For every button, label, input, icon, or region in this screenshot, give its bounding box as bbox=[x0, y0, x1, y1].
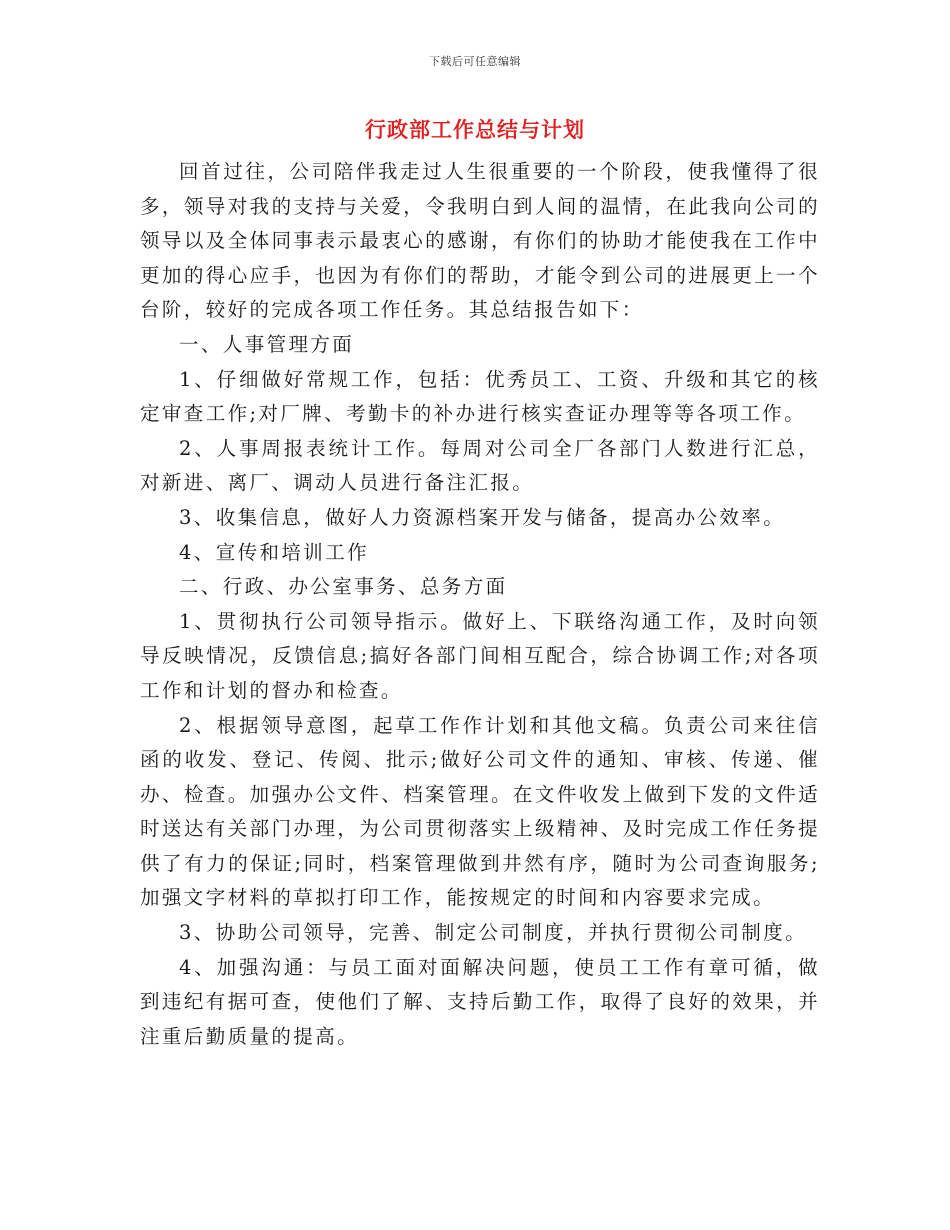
personnel-item-3: 3、收集信息，做好人力资源档案开发与储备，提高办公效率。 bbox=[179, 505, 786, 529]
admin-item-2: 2、根据领导意图，起草工作作计划和其他文稿。负责公司来往信函的收发、登记、传阅、批示;做好公司文件的通知、审核、传递、催办、检查。加强办公文件、档案管理。在文件收发上做到下发的文件适时送达有关部门办理，为公司贯彻落实上级精神、及时完成工作任务提供了有力的保证;同时，档案管理做到井然有序，随时为公司查询服务;加强文字材料的草拟打印工作，能按规定的时间和内容要求完成。 bbox=[140, 713, 820, 910]
document-title: 行政部工作总结与计划 bbox=[365, 117, 585, 142]
header-note: 下载后可任意编辑 bbox=[429, 55, 521, 68]
section-heading-admin: 二、行政、办公室事务、总务方面 bbox=[179, 575, 508, 599]
section-heading-personnel: 一、人事管理方面 bbox=[179, 332, 355, 356]
intro-paragraph: 回首过往，公司陪伴我走过人生很重要的一个阶段，使我懂得了很多，领导对我的支持与关爱，令我明白到人间的温情，在此我向公司的领导以及全体同事表示最衷心的感谢，有你们的协助才能使我在工作中更加的得心应手，也因为有你们的帮助，才能令到公司的进展更上一个台阶，较好的完成各项工作任务。其总结报告如下： bbox=[140, 160, 820, 322]
personnel-item-4: 4、宣传和培训工作 bbox=[179, 540, 370, 564]
document-body bbox=[140, 155, 820, 1054]
admin-item-4: 4、加强沟通：与员工面对面解决问题，使员工工作有章可循，做到违纪有据可查，使他们了解、支持后勤工作，取得了良好的效果，并注重后勤质量的提高。 bbox=[140, 955, 820, 1048]
personnel-item-2: 2、人事周报表统计工作。每周对公司全厂各部门人数进行汇总，对新进、离厂、调动人员进行备注汇报。 bbox=[140, 436, 820, 495]
personnel-item-1: 1、仔细做好常规工作，包括：优秀员工、工资、升级和其它的核定审查工作;对厂牌、考勤卡的补办进行核实查证办理等等各项工作。 bbox=[140, 367, 820, 426]
admin-item-1: 1、贯彻执行公司领导指示。做好上、下联络沟通工作，及时向领导反映情况，反馈信息;搞好各部门间相互配合，综合协调工作;对各项工作和计划的督办和检查。 bbox=[140, 609, 820, 702]
admin-item-3: 3、协助公司领导，完善、制定公司制度，并执行贯彻公司制度。 bbox=[179, 921, 808, 945]
